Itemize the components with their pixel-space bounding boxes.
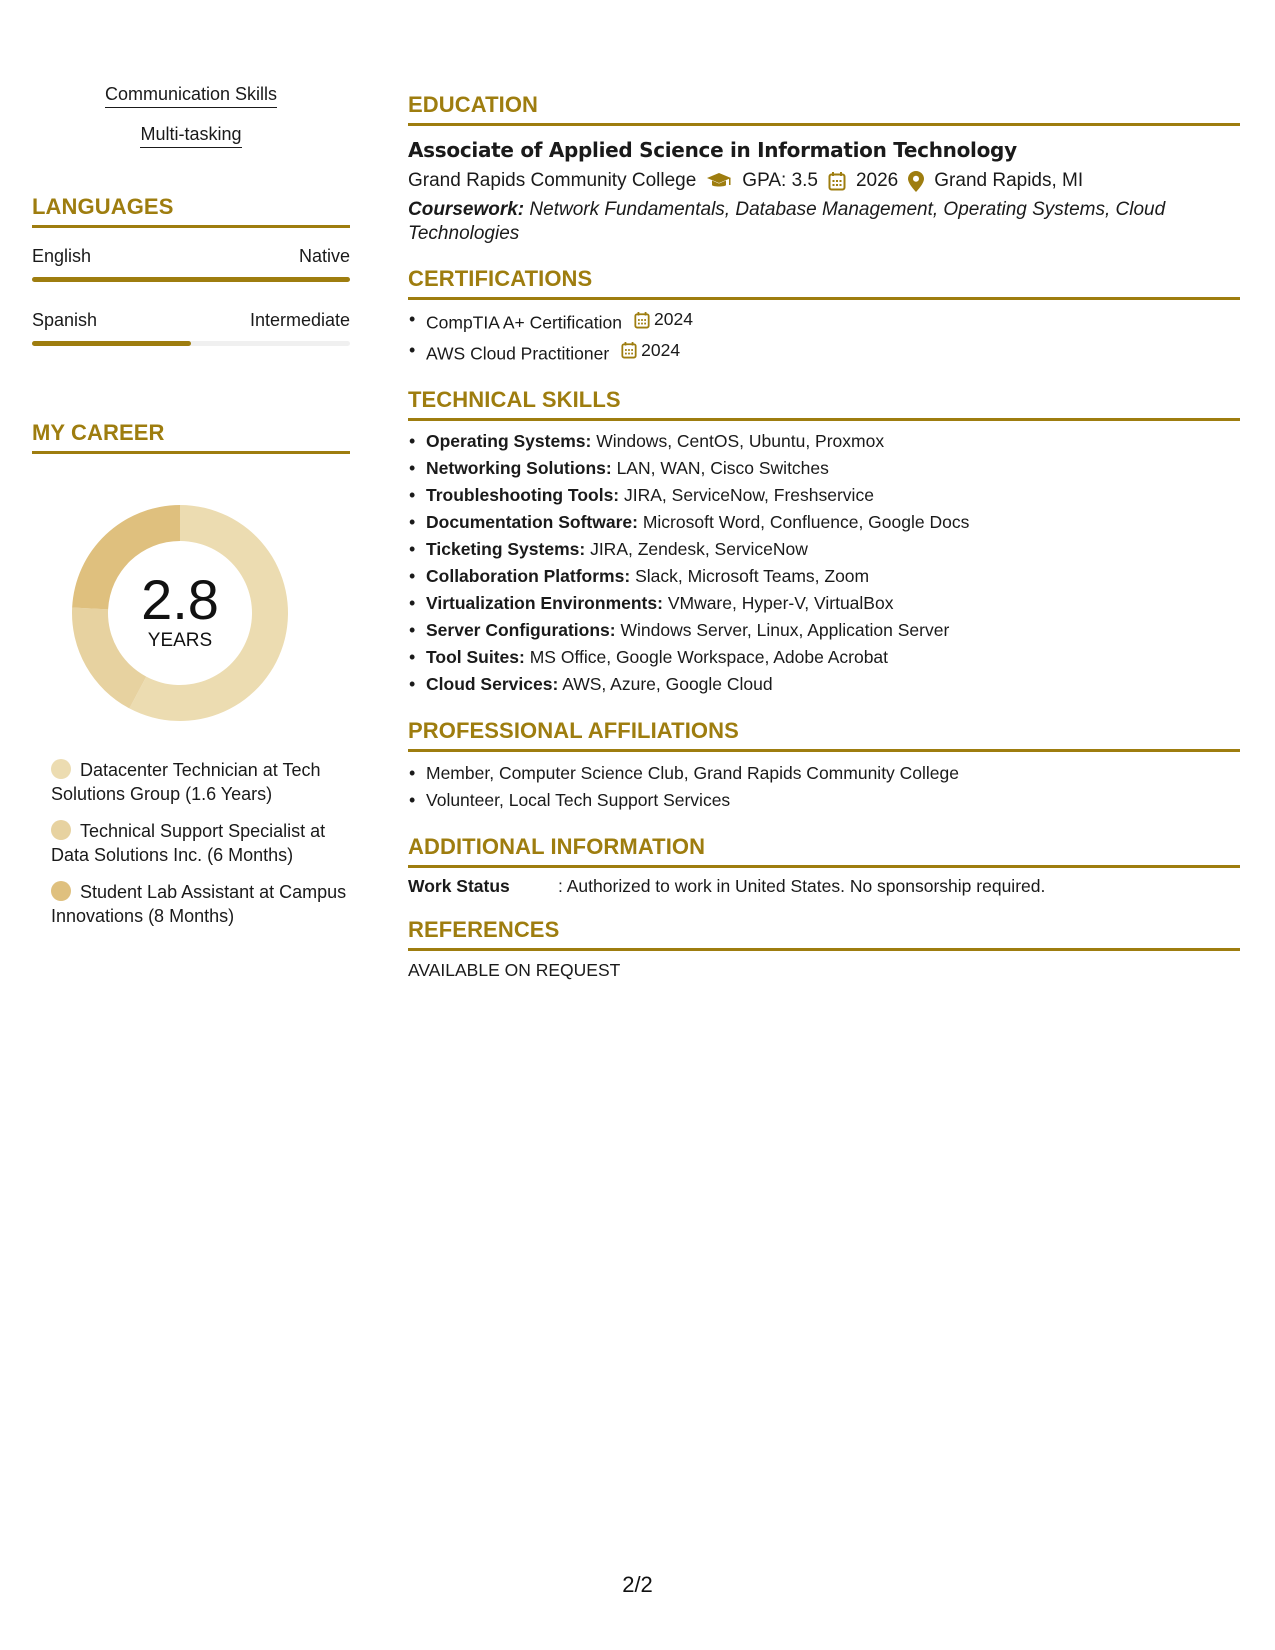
affiliations-title: PROFESSIONAL AFFILIATIONS — [408, 718, 1240, 752]
certification-item — [426, 337, 1240, 368]
tech-skill-label: Operating Systems: — [426, 431, 592, 451]
tech-skill-label: Cloud Services: — [426, 674, 559, 694]
tech-skill-item — [426, 590, 1240, 617]
references-text: AVAILABLE ON REQUEST — [408, 960, 621, 980]
tech-skill-value: MS Office, Google Workspace, Adobe Acrobat — [529, 647, 889, 667]
tech-skill-label: Documentation Software: — [426, 512, 638, 532]
tech-skill-value: Windows Server, Linux, Application Server — [620, 620, 950, 640]
certifications-title: CERTIFICATIONS — [408, 266, 1240, 300]
tech-skill-label: Ticketing Systems: — [426, 539, 586, 559]
language-name: Spanish — [32, 310, 98, 330]
affiliations-section — [408, 718, 1240, 814]
certification-year: 2024 — [641, 339, 681, 360]
career-dot — [51, 881, 71, 901]
language-level: Intermediate — [249, 310, 350, 330]
language-item — [32, 310, 350, 346]
tech-skill-label: Troubleshooting Tools: — [426, 485, 620, 505]
graduation-cap-icon — [706, 172, 732, 190]
tech-skill-item — [426, 644, 1240, 671]
work-status-label: Work Status — [408, 876, 510, 896]
career-dot — [51, 820, 71, 840]
school-location: Grand Rapids, MI — [934, 170, 1084, 191]
certification-name: CompTIA A+ Certification — [426, 312, 622, 333]
calendar-icon — [621, 341, 641, 359]
references-title: REFERENCES — [408, 917, 1240, 951]
language-bar-fill — [32, 341, 191, 346]
career-total: 2.8 — [141, 568, 219, 631]
languages-section — [32, 194, 350, 346]
tech-skill-item — [426, 536, 1240, 563]
tech-skill-item — [426, 563, 1240, 590]
work-status-value: : Authorized to work in United States. No sponsorship required. — [558, 876, 1046, 896]
skill-tag-label: Multi-tasking — [140, 124, 241, 148]
tech-skill-item — [426, 509, 1240, 536]
tech-skill-label: Server Configurations: — [426, 620, 616, 640]
tech-skill-value: VMware, Hyper-V, VirtualBox — [667, 593, 894, 613]
location-pin-icon — [908, 171, 924, 192]
education-section — [408, 92, 1240, 246]
coursework — [408, 198, 1240, 246]
tech-skill-value: JIRA, Zendesk, ServiceNow — [590, 539, 808, 559]
calendar-icon — [828, 171, 846, 191]
calendar-icon — [634, 311, 654, 329]
career-item — [51, 819, 350, 867]
tech-skill-label: Collaboration Platforms: — [426, 566, 631, 586]
tech-skill-item — [426, 617, 1240, 644]
language-name: English — [32, 246, 92, 266]
languages-title: LANGUAGES — [32, 194, 350, 228]
technical-skills-section — [408, 387, 1240, 698]
career-item-label: Datacenter Technician at Tech Solutions Group (1.6 Years) — [51, 760, 321, 804]
language-bar — [32, 341, 350, 346]
tech-skill-item — [426, 428, 1240, 455]
left-column — [32, 84, 350, 928]
career-donut-chart — [65, 498, 295, 728]
career-section — [32, 420, 350, 928]
affiliation-item: • Volunteer, Local Tech Support Services — [426, 787, 1240, 814]
language-level: Native — [298, 246, 350, 266]
skill-tag — [32, 84, 350, 108]
degree-title: Associate of Applied Science in Information Technology — [408, 138, 1017, 162]
education-details — [408, 170, 1240, 192]
certification-year: 2024 — [654, 309, 693, 329]
tech-skill-label: Virtualization Environments: — [426, 593, 663, 613]
career-item-label: Technical Support Specialist at Data Solutions Inc. (6 Months) — [51, 821, 326, 865]
tech-skill-value: JIRA, ServiceNow, Freshservice — [624, 485, 874, 505]
language-bar — [32, 277, 350, 282]
coursework-label: Coursework: — [408, 199, 525, 220]
tech-skill-item — [426, 455, 1240, 482]
graduation-year: 2026 — [855, 170, 899, 191]
career-title: MY CAREER — [32, 420, 350, 454]
tech-skill-value: Microsoft Word, Confluence, Google Docs — [642, 512, 970, 532]
additional-info-title: ADDITIONAL INFORMATION — [408, 834, 1240, 868]
language-bar-fill — [32, 277, 350, 282]
career-dot — [51, 759, 71, 779]
affiliation-item: • Member, Computer Science Club, Grand Rapids Community College — [426, 760, 1240, 787]
language-item — [32, 246, 350, 282]
coursework-list: Network Fundamentals, Database Management, Operating Systems, Cloud Technologies — [408, 199, 1166, 244]
gpa: GPA: 3.5 — [742, 170, 818, 191]
certifications-section — [408, 266, 1240, 367]
tech-skill-value: Slack, Microsoft Teams, Zoom — [635, 566, 870, 586]
career-unit: YEARS — [147, 630, 213, 651]
references-section — [408, 917, 1240, 981]
school-name: Grand Rapids Community College — [408, 170, 697, 191]
tech-skill-value: LAN, WAN, Cisco Switches — [616, 458, 829, 478]
tech-skill-item — [426, 482, 1240, 509]
career-item-label: Student Lab Assistant at Campus Innovations (8 Months) — [51, 882, 347, 926]
career-legend — [32, 758, 350, 928]
work-status-row — [408, 876, 1240, 897]
education-title: EDUCATION — [408, 92, 1240, 126]
certification-name: AWS Cloud Practitioner — [426, 343, 610, 363]
page-number: 2/2 — [622, 1572, 653, 1597]
technical-skills-title: TECHNICAL SKILLS — [408, 387, 1240, 421]
tech-skill-value: AWS, Azure, Google Cloud — [562, 674, 773, 694]
additional-info-section — [408, 834, 1240, 897]
right-column — [408, 92, 1240, 981]
career-item — [51, 758, 350, 806]
career-item — [51, 880, 350, 928]
certification-item — [426, 306, 1240, 337]
skill-tag-label: Communication Skills — [105, 84, 277, 108]
tech-skill-value: Windows, CentOS, Ubuntu, Proxmox — [596, 431, 885, 451]
tech-skill-label: Networking Solutions: — [426, 458, 612, 478]
skill-tag — [32, 124, 350, 148]
tech-skill-label: Tool Suites: — [426, 647, 525, 667]
tech-skill-item — [426, 671, 1240, 698]
